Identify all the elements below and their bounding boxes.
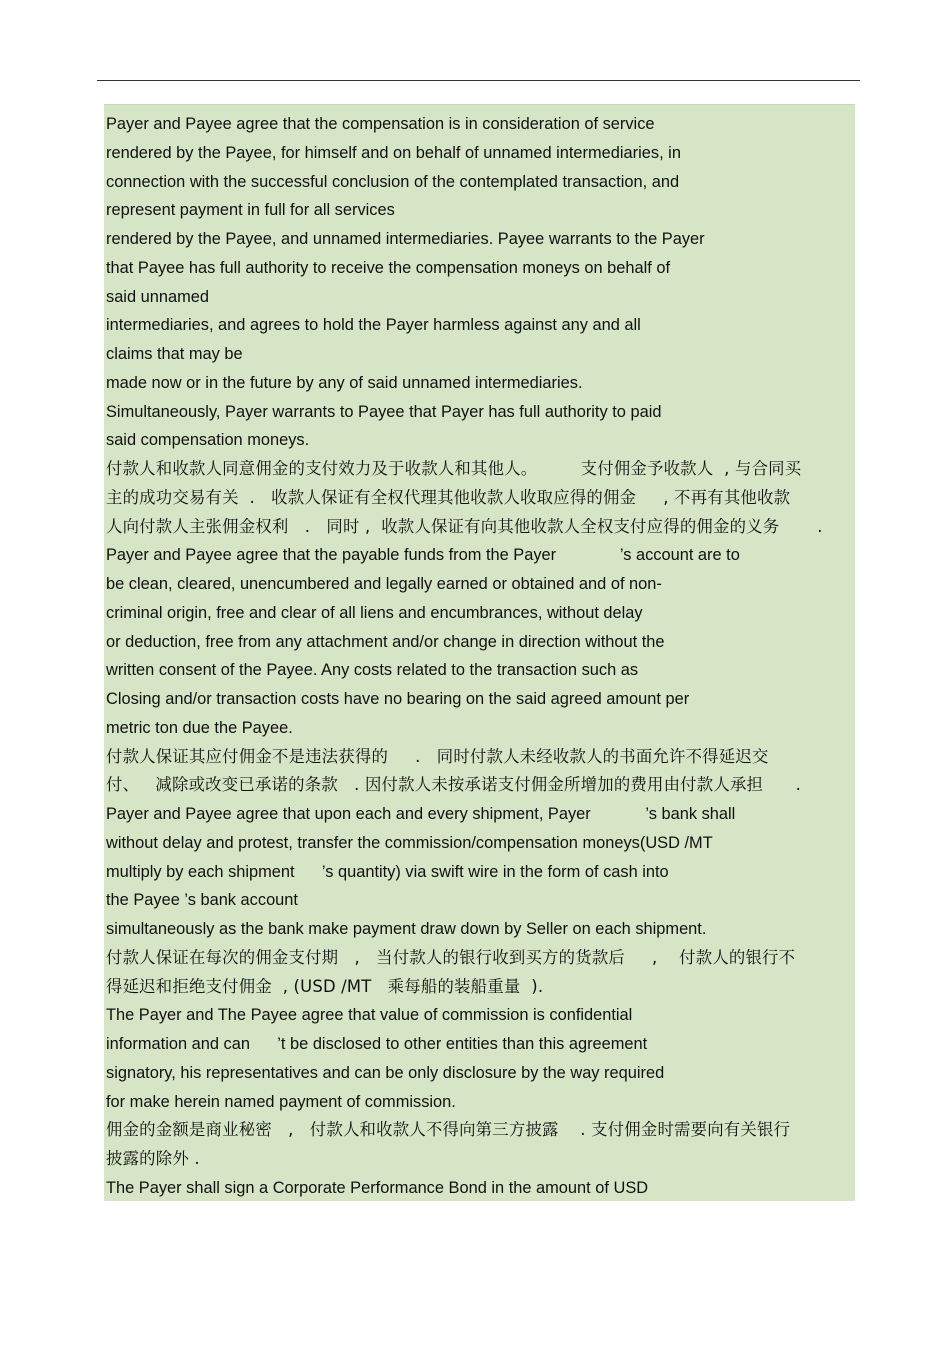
text-line: 得延迟和拒绝支付佣金 , (USD /MT 乘每船的装船重量 ). xyxy=(106,976,544,996)
text-line: be clean, cleared, unencumbered and legally earned or obtained and of non- xyxy=(106,575,662,593)
text-line: information and can ’t be disclosed to other entities than this agreement xyxy=(106,1035,648,1053)
text-line: signatory, his representatives and can be only disclosure by the way required xyxy=(106,1063,665,1082)
text-line: 披露的除外 . xyxy=(106,1149,200,1168)
text-line: metric ton due the Payee. xyxy=(106,718,293,737)
text-line: or deduction, free from any attachment and/or change in direction without the xyxy=(106,632,665,651)
text-line: rendered by the Payee, and unnamed intermediaries. Payee warrants to the Payer xyxy=(106,230,705,248)
text-line: Payer and Payee agree that the compensation is in consideration of service xyxy=(106,115,655,133)
text-line: connection with the successful conclusion of the contemplated transaction, and xyxy=(106,172,680,191)
text-line: without delay and protest, transfer the commission/compensation moneys(USD /MT xyxy=(106,833,713,852)
text-line: rendered by the Payee, for himself and on behalf of unnamed intermediaries, in xyxy=(106,143,681,162)
text-line: for make herein named payment of commission. xyxy=(106,1092,456,1111)
text-line: that Payee has full authority to receive the compensation moneys on behalf of xyxy=(106,258,670,277)
text-line: Closing and/or transaction costs have no bearing on the said agreed amount per xyxy=(106,690,690,708)
text-line: 主的成功交易有关 . 收款人保证有全权代理其他收款人收取应得的佣金 , 不再有其他收款 xyxy=(106,487,791,507)
text-line: Payer and Payee agree that the payable funds from the Payer ’s account are to xyxy=(106,546,740,565)
text-line: 付、 减除或改变已承诺的条款 . 因付款人未按承诺支付佣金所增加的费用由付款人承担 . xyxy=(106,775,802,795)
text-line: simultaneously as the bank make payment draw down by Seller on each shipment. xyxy=(106,920,707,938)
text-line: 付款人和收款人同意佣金的支付效力及于收款人和其他人。 支付佣金予收款人 , 与合同买 xyxy=(106,459,802,478)
text-line: Payer and Payee agree that upon each and every shipment, Payer ’s bank shall xyxy=(106,805,736,823)
text-line: The Payer and The Payee agree that value of commission is confidential xyxy=(106,1006,633,1025)
header-rule xyxy=(97,80,860,81)
text-line: said unnamed xyxy=(106,287,209,306)
text-line: criminal origin, free and clear of all liens and encumbrances, without delay xyxy=(106,603,643,622)
text-line: 人向付款人主张佣金权利 . 同时 , 收款人保证有向其他收款人全权支付应得的佣金的义务 . xyxy=(106,516,823,536)
text-line: made now or in the future by any of said unnamed intermediaries. xyxy=(106,373,583,392)
text-line: 佣金的金额是商业秘密 , 付款人和收款人不得向第三方披露 . 支付佣金时需要向有关银行 xyxy=(106,1120,791,1140)
text-line: written consent of the Payee. Any costs related to the transaction such as xyxy=(106,661,639,680)
text-line: intermediaries, and agrees to hold the Payer harmless against any and all xyxy=(106,316,641,335)
text-line: multiply by each shipment ’s quantity) via swift wire in the form of cash into xyxy=(106,862,669,881)
text-line: The Payer shall sign a Corporate Performance Bond in the amount of USD xyxy=(106,1178,649,1197)
document-body xyxy=(106,110,866,1203)
text-line: said compensation moneys. xyxy=(106,431,310,450)
text-line: 付款人保证在每次的佣金支付期 , 当付款人的银行收到买方的货款后 , 付款人的银行不 xyxy=(106,947,796,967)
text-line: 付款人保证其应付佣金不是违法获得的 . 同时付款人未经收款人的书面允许不得延迟交 xyxy=(106,746,769,766)
text-line: Simultaneously, Payer warrants to Payee that Payer has full authority to paid xyxy=(106,402,662,421)
text-line: the Payee ’s bank account xyxy=(106,891,298,910)
text-line: represent payment in full for all services xyxy=(106,201,395,220)
text-line: claims that may be xyxy=(106,345,243,363)
